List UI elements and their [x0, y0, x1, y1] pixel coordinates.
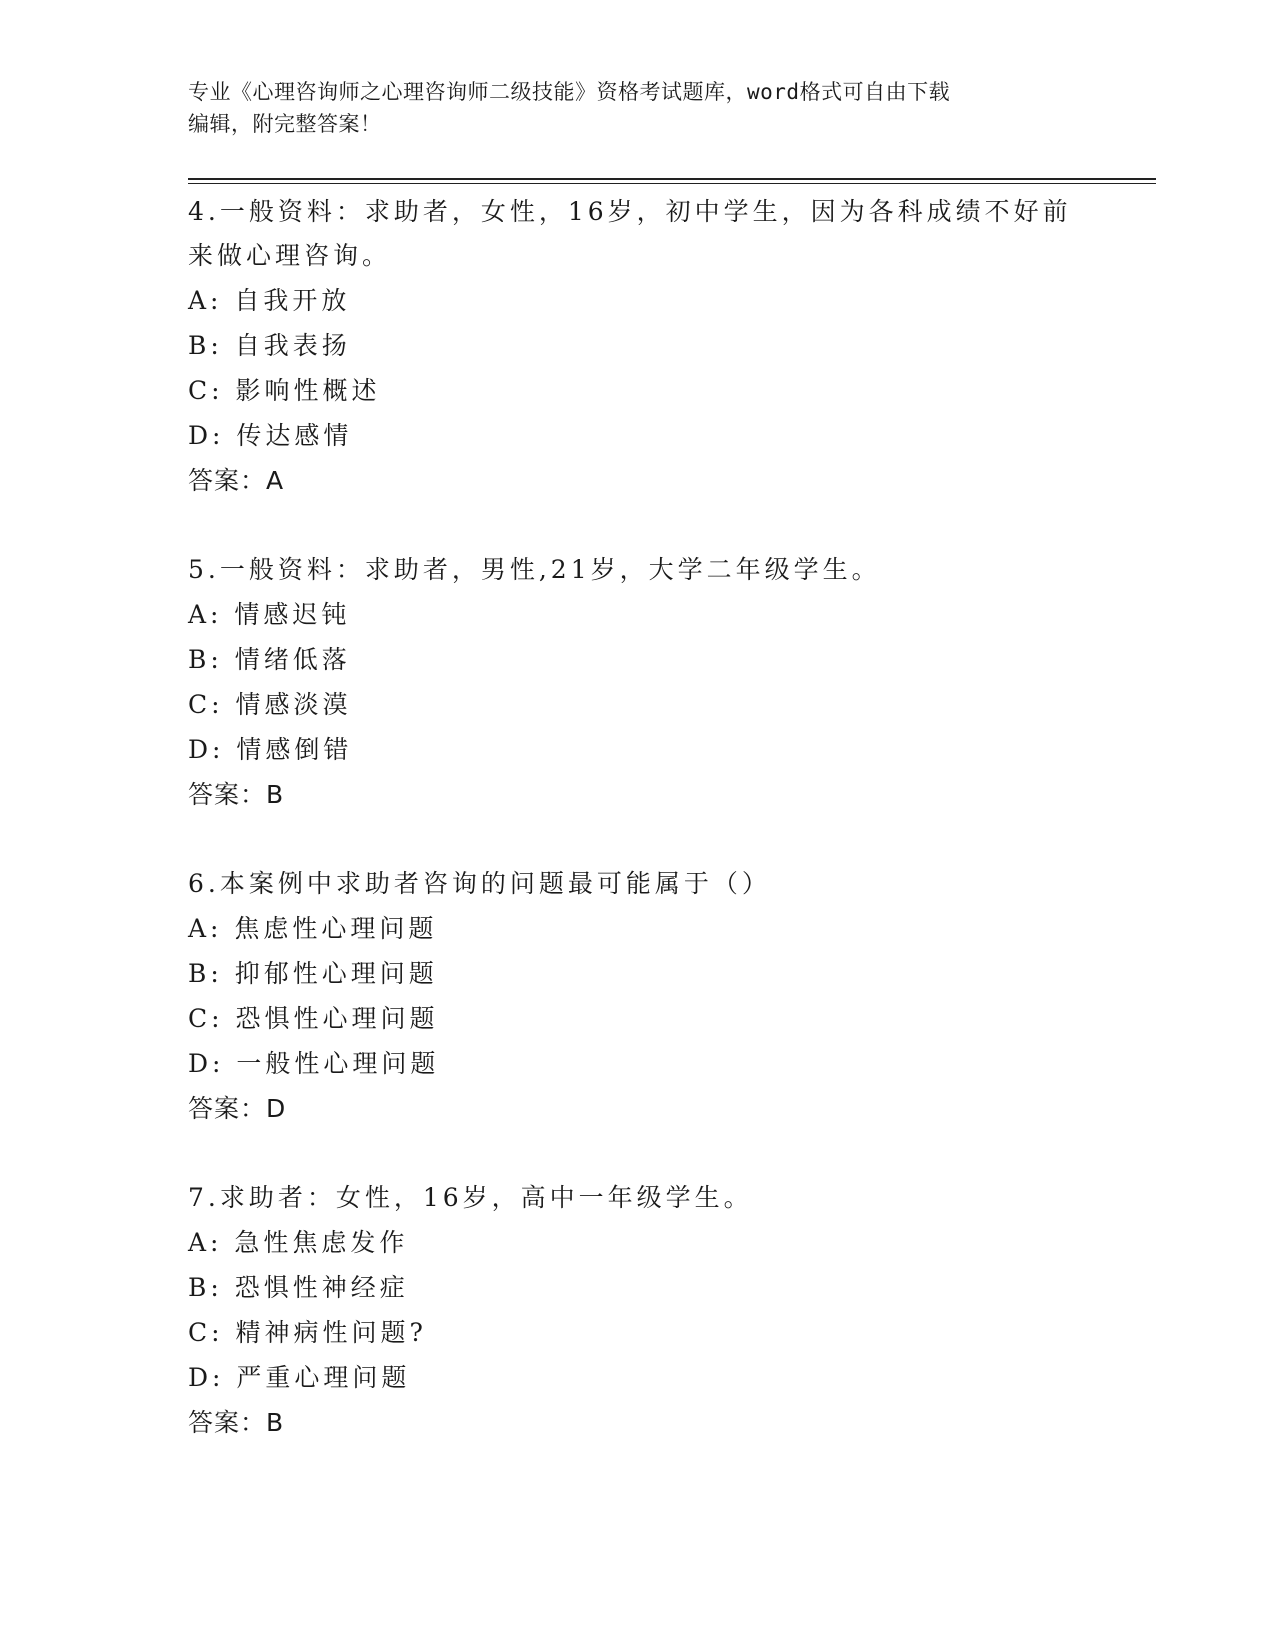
- option-c: C: 情感淡漠: [188, 690, 352, 719]
- question-stem: 5.一般资料：求助者，男性,21岁，大学二年级学生。: [188, 555, 881, 584]
- document-header: [188, 76, 1088, 140]
- option-b: B: 情绪低落: [188, 645, 351, 674]
- question-stem: 4.一般资料：求助者，女性，16岁，初中学生，因为各科成绩不好前: [188, 197, 1072, 226]
- option-d: D: 严重心理问题: [188, 1363, 411, 1392]
- question-7: [188, 1176, 1088, 1446]
- header-line-1: 专业《心理咨询师之心理咨询师二级技能》资格考试题库，word格式可自由下载: [188, 80, 951, 104]
- answer-line: 答案：D: [188, 1094, 287, 1123]
- header-line-2: 编辑，附完整答案！: [188, 112, 382, 136]
- option-b: B: 自我表扬: [188, 331, 351, 360]
- option-d: D: 情感倒错: [188, 735, 353, 764]
- option-a: A: 自我开放: [188, 286, 351, 315]
- option-a: A: 情感迟钝: [188, 600, 351, 629]
- option-a: A: 焦虑性心理问题: [188, 914, 438, 943]
- answer-line: 答案：B: [188, 1408, 285, 1437]
- question-stem-continued: 来做心理咨询。: [188, 241, 392, 270]
- option-a: A: 急性焦虑发作: [188, 1228, 409, 1257]
- question-6: [188, 862, 1088, 1132]
- question-stem: 7.求助者：女性，16岁，高中一年级学生。: [188, 1183, 753, 1212]
- option-c: C: 恐惧性心理问题: [188, 1004, 439, 1033]
- option-c: C: 精神病性问题?: [188, 1318, 427, 1347]
- option-d: D: 一般性心理问题: [188, 1049, 440, 1078]
- option-b: B: 抑郁性心理问题: [188, 959, 438, 988]
- header-divider-thin: [188, 183, 1156, 184]
- header-divider-thick: [188, 178, 1156, 180]
- question-list: [188, 190, 1088, 1490]
- option-b: B: 恐惧性神经症: [188, 1273, 409, 1302]
- answer-line: 答案：B: [188, 780, 285, 809]
- question-stem: 6.本案例中求助者咨询的问题最可能属于（）: [188, 869, 771, 898]
- question-4: [188, 190, 1088, 504]
- question-5: [188, 548, 1088, 818]
- answer-line: 答案：A: [188, 466, 285, 495]
- option-d: D: 传达感情: [188, 421, 353, 450]
- option-c: C: 影响性概述: [188, 376, 381, 405]
